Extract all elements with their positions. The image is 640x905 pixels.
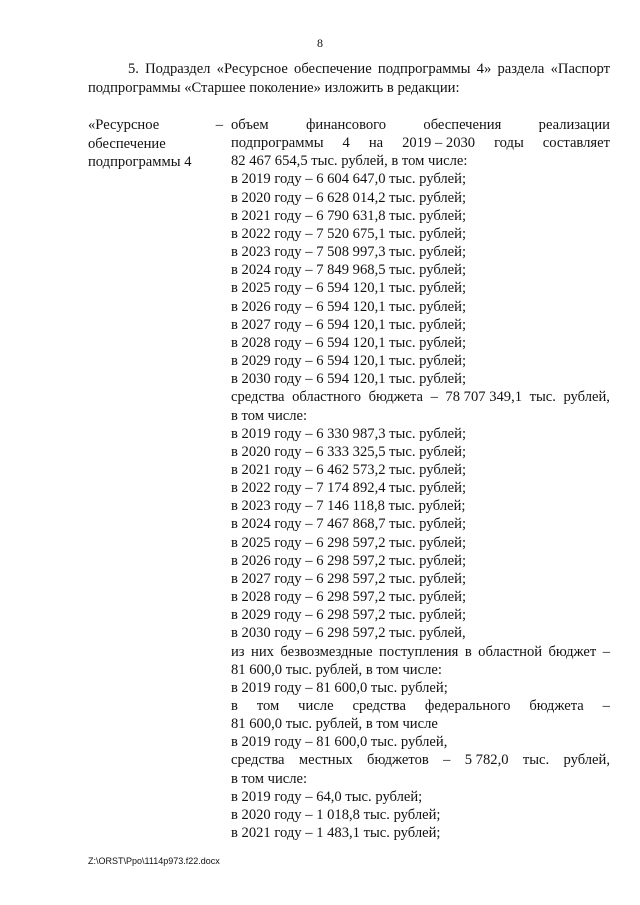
resource-label-line-2: обеспечение	[88, 135, 166, 152]
word: на	[368, 135, 384, 152]
word: федерального	[424, 698, 511, 714]
word: реализации	[538, 117, 610, 133]
total-amount-line: 82 467 654,5 тыс. рублей, в том числе:	[231, 153, 468, 170]
regional-year-line: в 2023 году – 7 146 118,8 тыс. рублей;	[231, 498, 466, 515]
resource-label	[88, 116, 223, 172]
local-year-line: в 2020 году – 1 018,8 тыс. рублей;	[231, 806, 441, 823]
gratuitous-amount-line: 81 600,0 тыс. рублей, в том числе:	[231, 661, 442, 678]
total-line-2	[231, 134, 610, 152]
word: них	[251, 643, 274, 660]
resource-label-word: «Ресурсное	[88, 117, 160, 133]
word: –	[602, 643, 610, 660]
file-path-footer: Z:\ORST\Ppo\1114p973.f22.docx	[88, 856, 220, 866]
total-year-line: в 2028 году – 6 594 120,1 тыс. рублей;	[231, 334, 467, 351]
total-year-line: в 2023 году – 7 508 997,3 тыс. рублей;	[231, 244, 467, 261]
regional-budget-line	[231, 388, 610, 406]
word: средства	[231, 752, 285, 769]
intro-line-1: 5. Подраздел «Ресурсное обеспечение подпрограммы 4» раздела «Паспорт	[128, 61, 610, 77]
word: поступления	[379, 643, 459, 660]
total-year-line: в 2024 году – 7 849 968,5 тыс. рублей;	[231, 262, 467, 279]
word: тыс.	[529, 389, 556, 406]
word: том	[256, 698, 280, 714]
page-number: 8	[317, 36, 323, 50]
regional-year-line: в 2019 году – 6 330 987,3 тыс. рублей;	[231, 425, 467, 442]
word: средства	[352, 698, 406, 714]
local-budget-line	[231, 751, 610, 769]
intro-paragraph	[88, 60, 610, 97]
resource-details	[231, 116, 610, 842]
regional-year-line: в 2026 году – 6 298 597,2 тыс. рублей;	[231, 552, 467, 569]
federal-budget-line	[231, 697, 610, 715]
word: числе	[298, 698, 334, 714]
regional-year-line: в 2024 году – 7 467 868,7 тыс. рублей;	[231, 516, 467, 533]
total-year-line: в 2025 году – 6 594 120,1 тыс. рублей;	[231, 280, 467, 297]
word: средства	[231, 389, 285, 406]
regional-year-line: в 2030 году – 6 298 597,2 тыс. рублей,	[231, 625, 466, 642]
local-year-line: в 2019 году – 64,0 тыс. рублей;	[231, 788, 423, 805]
regional-year-line: в 2028 году – 6 298 597,2 тыс. рублей;	[231, 589, 467, 606]
gratuitous-receipts-line	[231, 643, 610, 661]
word: годы	[494, 135, 524, 152]
regional-including-line: в том числе:	[231, 407, 308, 424]
regional-year-line: в 2021 году – 6 462 573,2 тыс. рублей;	[231, 461, 467, 478]
word: –	[602, 698, 610, 714]
word: рублей,	[563, 752, 610, 769]
total-year-line: в 2020 году – 6 628 014,2 тыс. рублей;	[231, 189, 467, 206]
total-year-line: в 2029 году – 6 594 120,1 тыс. рублей;	[231, 353, 467, 370]
regional-year-line: в 2022 году – 7 174 892,4 тыс. рублей;	[231, 480, 467, 497]
word: бюджета	[368, 389, 424, 406]
word: областного	[292, 389, 362, 406]
word: рублей,	[563, 389, 610, 406]
gratuitous-year-line: в 2019 году – 81 600,0 тыс. рублей;	[231, 679, 448, 696]
word: составляет	[542, 135, 610, 152]
word: в	[464, 643, 472, 660]
total-year-line: в 2021 году – 6 790 631,8 тыс. рублей;	[231, 207, 467, 224]
total-year-line: в 2022 году – 7 520 675,1 тыс. рублей;	[231, 225, 467, 242]
intro-line-2: подпрограммы «Старшее поколение» изложить в редакции:	[88, 79, 460, 96]
word: безвозмездные	[280, 643, 373, 660]
resource-label-dash: –	[215, 117, 223, 133]
local-including-line: в том числе:	[231, 770, 308, 787]
total-year-line: в 2027 году – 6 594 120,1 тыс. рублей;	[231, 316, 467, 333]
word: обеспечения	[423, 117, 502, 133]
regional-year-line: в 2027 году – 6 298 597,2 тыс. рублей;	[231, 570, 467, 587]
word: –	[430, 389, 438, 406]
word: местных	[298, 752, 353, 769]
word: –	[443, 752, 451, 769]
federal-year-line: в 2019 году – 81 600,0 тыс. рублей,	[231, 734, 448, 751]
regional-year-line: в 2029 году – 6 298 597,2 тыс. рублей;	[231, 607, 467, 624]
regional-year-line: в 2025 году – 6 298 597,2 тыс. рублей;	[231, 534, 467, 551]
word: бюджета	[529, 698, 584, 714]
total-year-line: в 2026 году – 6 594 120,1 тыс. рублей;	[231, 298, 467, 315]
word: в	[231, 698, 238, 714]
regional-year-line: в 2020 году – 6 333 325,5 тыс. рублей;	[231, 443, 467, 460]
total-line-1	[231, 116, 610, 134]
word: бюджет	[548, 643, 597, 660]
word: 4	[342, 135, 350, 152]
word: бюджетов	[367, 752, 429, 769]
word: объем	[231, 117, 269, 133]
word: подпрограммы	[231, 135, 324, 152]
federal-amount-line: 81 600,0 тыс. рублей, в том числе	[231, 716, 438, 733]
total-year-line: в 2019 году – 6 604 647,0 тыс. рублей;	[231, 171, 467, 188]
word: 78 707 349,1	[445, 389, 523, 406]
local-year-line: в 2021 году – 1 483,1 тыс. рублей;	[231, 825, 441, 842]
total-year-line: в 2030 году – 6 594 120,1 тыс. рублей;	[231, 371, 467, 388]
word: тыс.	[522, 752, 550, 769]
word: 2019 – 2030	[402, 135, 476, 152]
word: финансового	[305, 117, 387, 133]
resource-label-line-3: подпрограммы 4	[88, 154, 192, 171]
word: из	[231, 643, 245, 660]
resource-label-line-1	[88, 116, 223, 135]
word: 5 782,0	[464, 752, 509, 769]
word: областной	[478, 643, 543, 660]
